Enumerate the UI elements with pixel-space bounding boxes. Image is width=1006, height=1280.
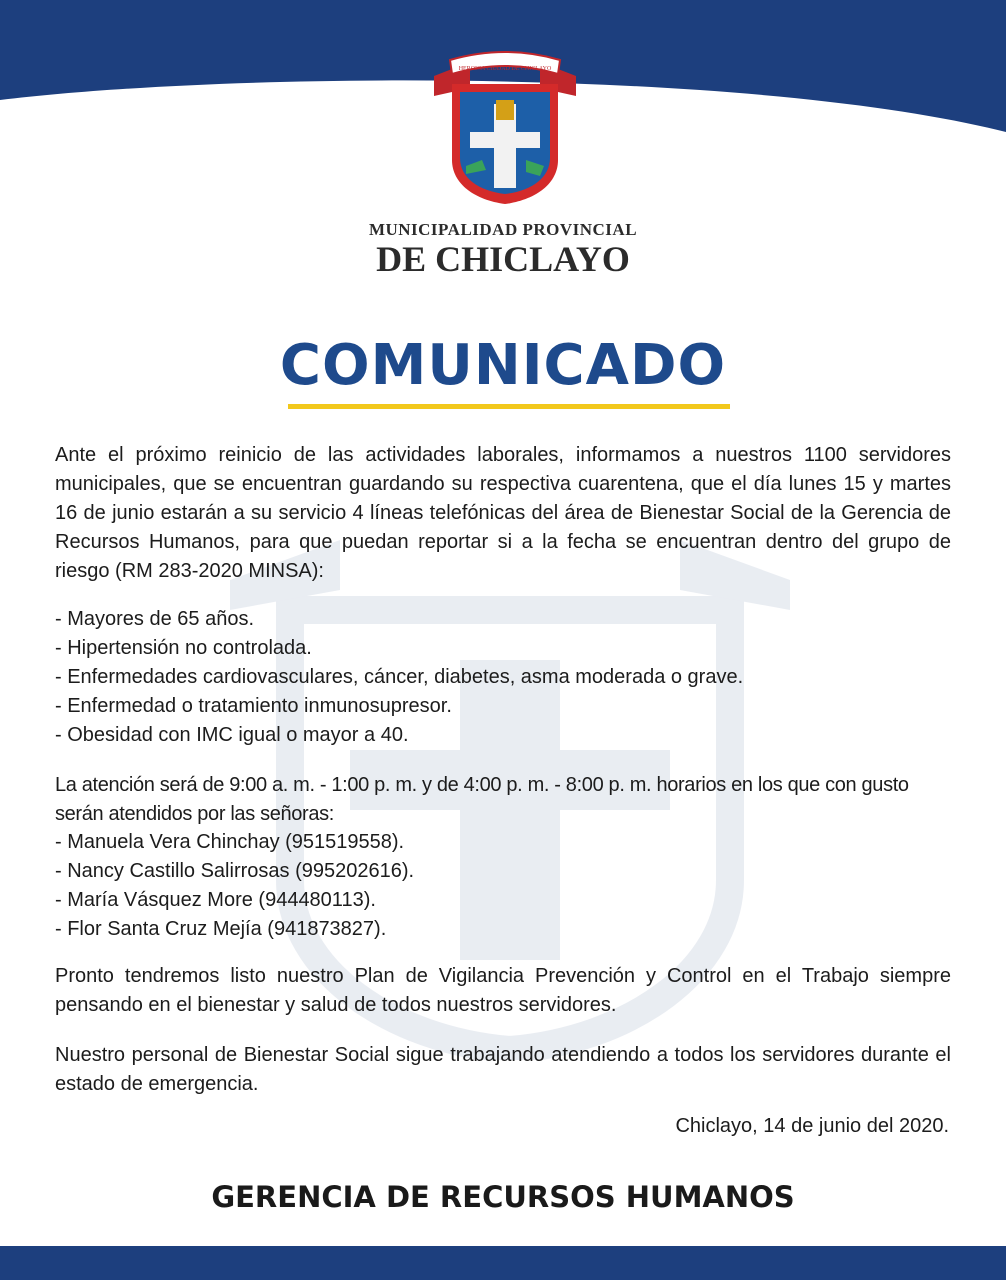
list-item: - Manuela Vera Chinchay (951519558). [55, 831, 405, 853]
footer-bar [0, 1246, 1006, 1280]
plan-paragraph: Pronto tendremos listo nuestro Plan de Vigilancia Prevención y Control en el Trabajo siempre pensando en el bienestar y salud de todos nuestros servidores. [55, 965, 951, 1016]
footer-signature: GERENCIA DE RECURSOS HUMANOS [211, 1180, 795, 1214]
intro-paragraph: Ante el próximo reinicio de las actividades laborales, informamos a nuestros 1100 servidores municipales, que se encuentran guardando su respectiva cuarentena, que el día lunes 15 y martes 16 de junio estarán a su servicio 4 líneas telefónicas del área de Bienestar Social de la Gerencia de Recursos Humanos, para que puedan reportar si a la fecha se encuentran dentro del grupo de riesgo (RM 283-2020 MINSA): [55, 444, 951, 582]
crest-motto: HEROICA CIUDAD DE CHICLAYO [458, 66, 552, 72]
schedule-paragraph: La atención será de 9:00 a. m. - 1:00 p. m. y de 4:00 p. m. - 8:00 p. m. horarios en los que con gusto serán atendidos por las señoras: [55, 774, 909, 825]
municipal-crest-icon [430, 48, 580, 208]
page-title: COMUNICADO [279, 333, 727, 398]
list-item: - Flor Santa Cruz Mejía (941873827). [55, 918, 387, 940]
list-item: - Nancy Castillo Salirrosas (995202616). [55, 860, 415, 882]
list-item: - Enfermedades cardiovasculares, cáncer, diabetes, asma moderada o grave. [55, 666, 744, 688]
list-item: - María Vásquez More (944480113). [55, 889, 376, 911]
org-name-line2: DE CHICLAYO [376, 239, 630, 279]
org-name-line1: MUNICIPALIDAD PROVINCIAL [368, 220, 638, 239]
list-item: - Mayores de 65 años. [55, 608, 254, 630]
list-item: - Hipertensión no controlada. [55, 637, 312, 659]
date-line: Chiclayo, 14 de junio del 2020. [675, 1115, 949, 1137]
staff-paragraph: Nuestro personal de Bienestar Social sigue trabajando atendiendo a todos los servidores durante el estado de emergencia. [55, 1044, 951, 1095]
list-item: - Obesidad con IMC igual o mayor a 40. [55, 724, 409, 746]
list-item: - Enfermedad o tratamiento inmunosupresor. [55, 695, 452, 717]
title-underline [288, 404, 730, 409]
contact-list [55, 828, 951, 944]
risk-group-list [55, 605, 951, 750]
